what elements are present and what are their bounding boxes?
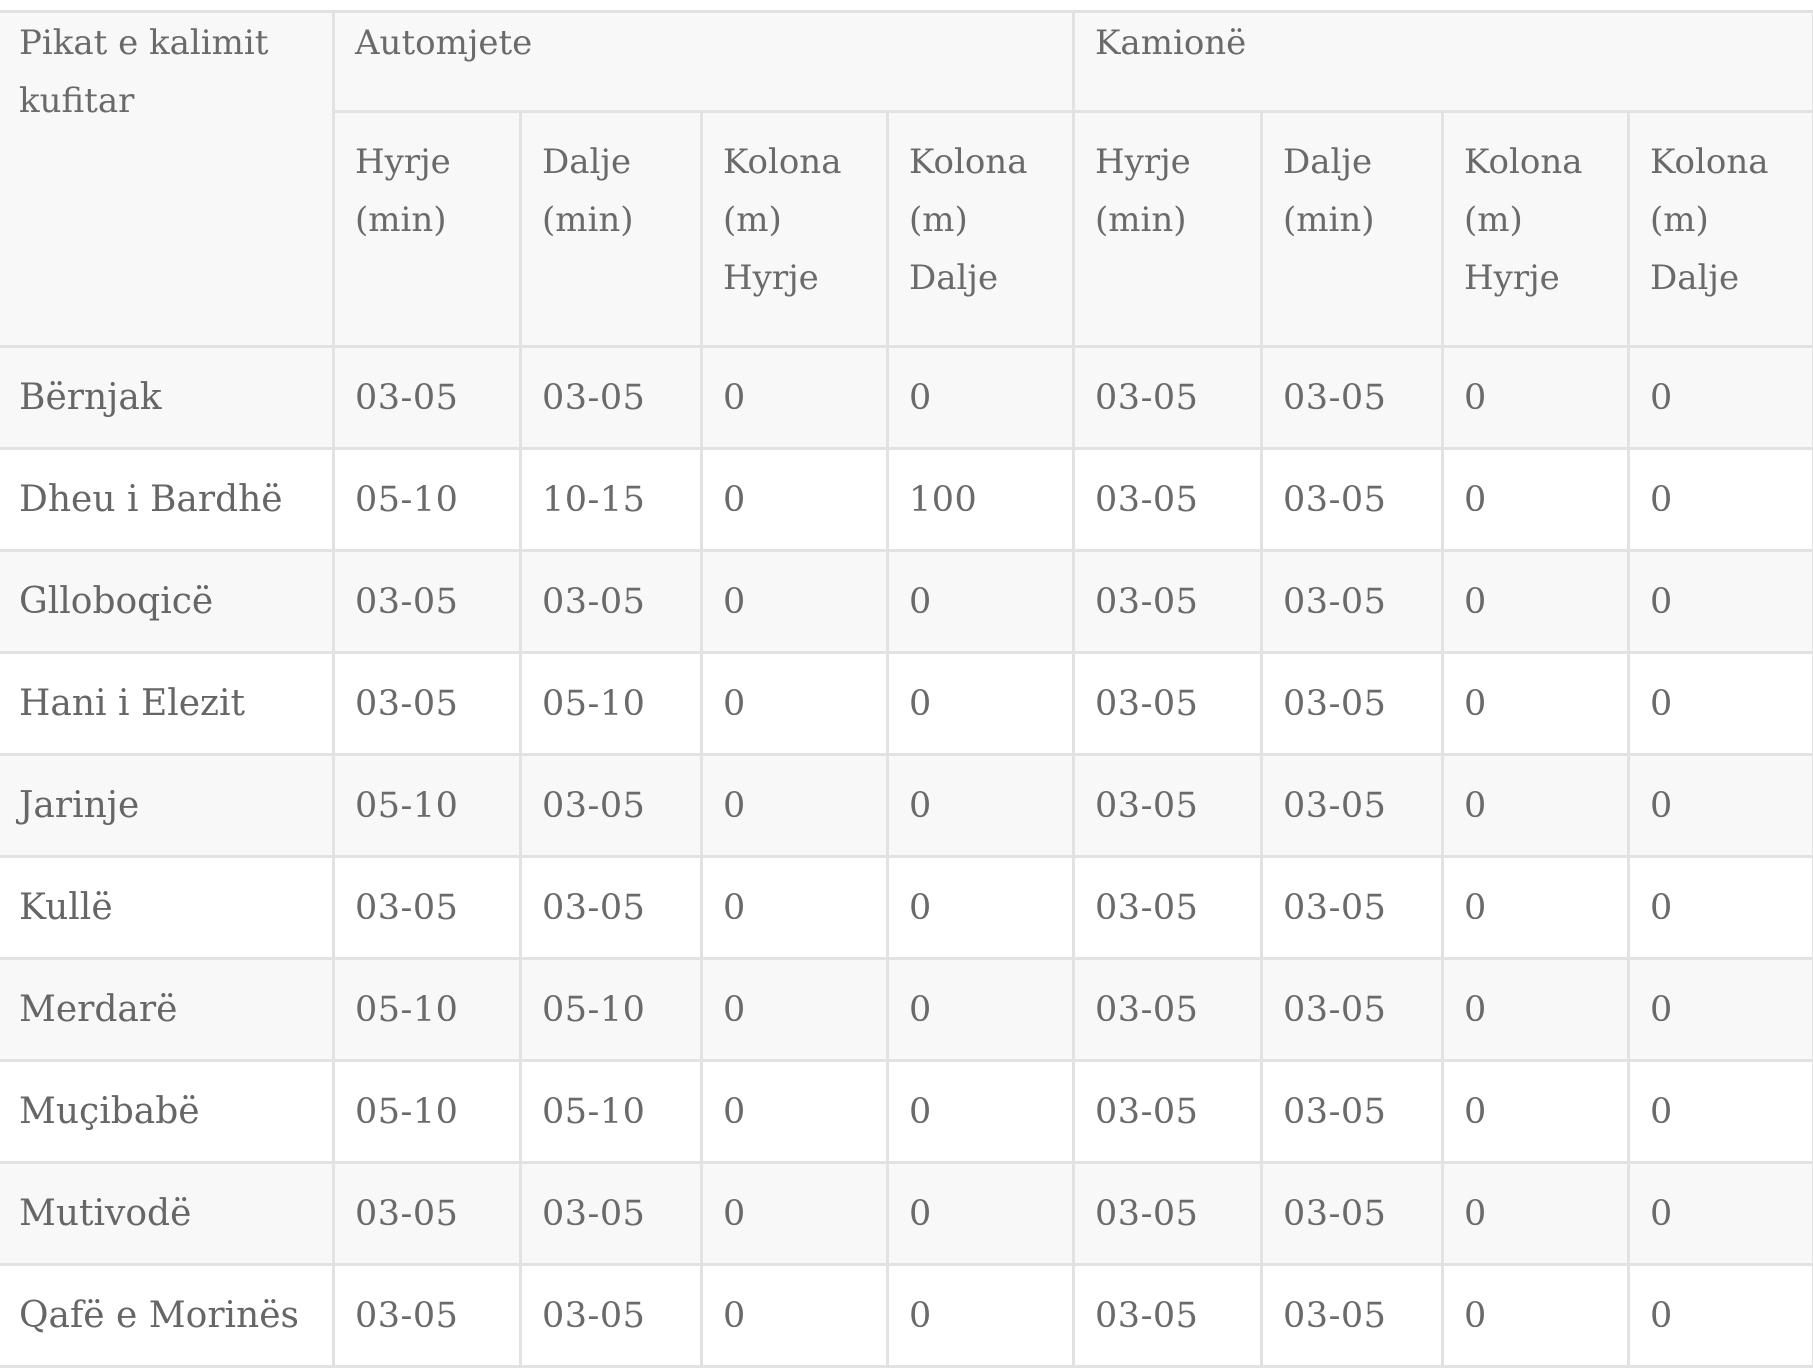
table-cell: 0 xyxy=(1629,1163,1813,1265)
table-cell: 0 xyxy=(1443,857,1629,959)
table-cell: 0 xyxy=(888,1265,1074,1367)
table-cell: 05-10 xyxy=(521,959,702,1061)
header-group-trucks: Kamionë xyxy=(1074,12,1813,112)
header-border-point: Pikat e kalimit kufitar xyxy=(0,12,334,347)
border-point-name: Merdarë xyxy=(0,959,334,1061)
table-cell: 03-05 xyxy=(1262,449,1443,551)
table-row xyxy=(0,1163,1813,1265)
table-row xyxy=(0,551,1813,653)
header-group-row xyxy=(0,12,1813,112)
table-cell: 0 xyxy=(888,1163,1074,1265)
table-cell: 03-05 xyxy=(1074,1265,1262,1367)
table-cell: 03-05 xyxy=(1074,551,1262,653)
header-group-vehicles: Automjete xyxy=(334,12,1074,112)
table-cell: 03-05 xyxy=(521,347,702,449)
table-cell: 05-10 xyxy=(334,1061,521,1163)
table-cell: 03-05 xyxy=(521,857,702,959)
table-header xyxy=(0,12,1813,347)
table-cell: 0 xyxy=(1443,1061,1629,1163)
table-cell: 03-05 xyxy=(334,857,521,959)
table-cell: 03-05 xyxy=(1262,1061,1443,1163)
table-cell: 0 xyxy=(1629,857,1813,959)
table-cell: 03-05 xyxy=(1262,551,1443,653)
header-vehicles-exit: Dalje (min) xyxy=(521,112,702,347)
table-cell: 03-05 xyxy=(1262,653,1443,755)
header-trucks-queue-exit: Kolona (m) Dalje xyxy=(1629,112,1813,347)
table-row xyxy=(0,1265,1813,1367)
border-point-name: Mutivodë xyxy=(0,1163,334,1265)
border-point-name: Qafë e Morinës xyxy=(0,1265,334,1367)
table-cell: 0 xyxy=(1443,1163,1629,1265)
table-cell: 0 xyxy=(1443,1265,1629,1367)
table-cell: 0 xyxy=(702,1061,888,1163)
table-cell: 0 xyxy=(702,551,888,653)
table-cell: 0 xyxy=(702,449,888,551)
table-cell: 10-15 xyxy=(521,449,702,551)
table-cell: 0 xyxy=(1629,551,1813,653)
table-cell: 03-05 xyxy=(334,551,521,653)
table-cell: 0 xyxy=(702,653,888,755)
table-cell: 05-10 xyxy=(521,653,702,755)
table-row xyxy=(0,347,1813,449)
table-cell: 0 xyxy=(1443,653,1629,755)
border-point-name: Kullë xyxy=(0,857,334,959)
header-vehicles-entry: Hyrje (min) xyxy=(334,112,521,347)
table-cell: 03-05 xyxy=(1262,755,1443,857)
border-point-name: Dheu i Bardhë xyxy=(0,449,334,551)
table-cell: 03-05 xyxy=(334,347,521,449)
table-cell: 0 xyxy=(1629,959,1813,1061)
table-cell: 0 xyxy=(1629,1061,1813,1163)
table-cell: 03-05 xyxy=(1074,1163,1262,1265)
table-cell: 0 xyxy=(1443,449,1629,551)
table-cell: 03-05 xyxy=(1074,1061,1262,1163)
table-cell: 05-10 xyxy=(334,449,521,551)
border-point-name: Hani i Elezit xyxy=(0,653,334,755)
table-row xyxy=(0,857,1813,959)
table-row xyxy=(0,959,1813,1061)
table-cell: 0 xyxy=(1629,755,1813,857)
border-point-name: Muçibabë xyxy=(0,1061,334,1163)
table-cell: 0 xyxy=(702,857,888,959)
table-cell: 0 xyxy=(1443,551,1629,653)
table-cell: 03-05 xyxy=(1262,347,1443,449)
border-point-name: Bërnjak xyxy=(0,347,334,449)
table-cell: 0 xyxy=(888,857,1074,959)
table-cell: 05-10 xyxy=(521,1061,702,1163)
table-cell: 03-05 xyxy=(521,551,702,653)
border-point-name: Glloboqicë xyxy=(0,551,334,653)
table-cell: 0 xyxy=(702,347,888,449)
table-cell: 03-05 xyxy=(1262,1265,1443,1367)
table-cell: 03-05 xyxy=(1262,1163,1443,1265)
table-cell: 03-05 xyxy=(1074,449,1262,551)
table-cell: 0 xyxy=(702,1265,888,1367)
table-cell: 0 xyxy=(1629,449,1813,551)
table-row xyxy=(0,449,1813,551)
table-row xyxy=(0,653,1813,755)
header-vehicles-queue-exit: Kolona (m) Dalje xyxy=(888,112,1074,347)
table-cell: 03-05 xyxy=(334,1163,521,1265)
table-cell: 03-05 xyxy=(1074,653,1262,755)
table-cell: 100 xyxy=(888,449,1074,551)
table-body xyxy=(0,347,1813,1367)
table-cell: 03-05 xyxy=(1074,755,1262,857)
table-cell: 0 xyxy=(702,1163,888,1265)
table-cell: 05-10 xyxy=(334,755,521,857)
table-cell: 05-10 xyxy=(334,959,521,1061)
table-cell: 0 xyxy=(888,959,1074,1061)
table-cell: 0 xyxy=(1629,653,1813,755)
table-cell: 03-05 xyxy=(1074,347,1262,449)
table-cell: 03-05 xyxy=(1262,857,1443,959)
header-vehicles-queue-entry: Kolona (m) Hyrje xyxy=(702,112,888,347)
table-cell: 0 xyxy=(1629,1265,1813,1367)
table-cell: 03-05 xyxy=(1074,959,1262,1061)
table-cell: 03-05 xyxy=(1074,857,1262,959)
table-cell: 03-05 xyxy=(334,1265,521,1367)
table-cell: 03-05 xyxy=(521,755,702,857)
header-trucks-entry: Hyrje (min) xyxy=(1074,112,1262,347)
table-cell: 0 xyxy=(888,347,1074,449)
table-cell: 0 xyxy=(888,551,1074,653)
border-point-name: Jarinje xyxy=(0,755,334,857)
table-cell: 0 xyxy=(1443,347,1629,449)
table-cell: 0 xyxy=(888,653,1074,755)
table-row xyxy=(0,755,1813,857)
table-cell: 0 xyxy=(1443,755,1629,857)
table-cell: 03-05 xyxy=(521,1163,702,1265)
header-trucks-exit: Dalje (min) xyxy=(1262,112,1443,347)
table-cell: 0 xyxy=(702,959,888,1061)
table-cell: 0 xyxy=(888,755,1074,857)
border-wait-times-table xyxy=(0,10,1813,1368)
header-trucks-queue-entry: Kolona (m) Hyrje xyxy=(1443,112,1629,347)
table-cell: 03-05 xyxy=(521,1265,702,1367)
table-cell: 0 xyxy=(888,1061,1074,1163)
table-cell: 0 xyxy=(1443,959,1629,1061)
table-cell: 0 xyxy=(702,755,888,857)
table-row xyxy=(0,1061,1813,1163)
table-cell: 03-05 xyxy=(1262,959,1443,1061)
table-cell: 0 xyxy=(1629,347,1813,449)
table-cell: 03-05 xyxy=(334,653,521,755)
